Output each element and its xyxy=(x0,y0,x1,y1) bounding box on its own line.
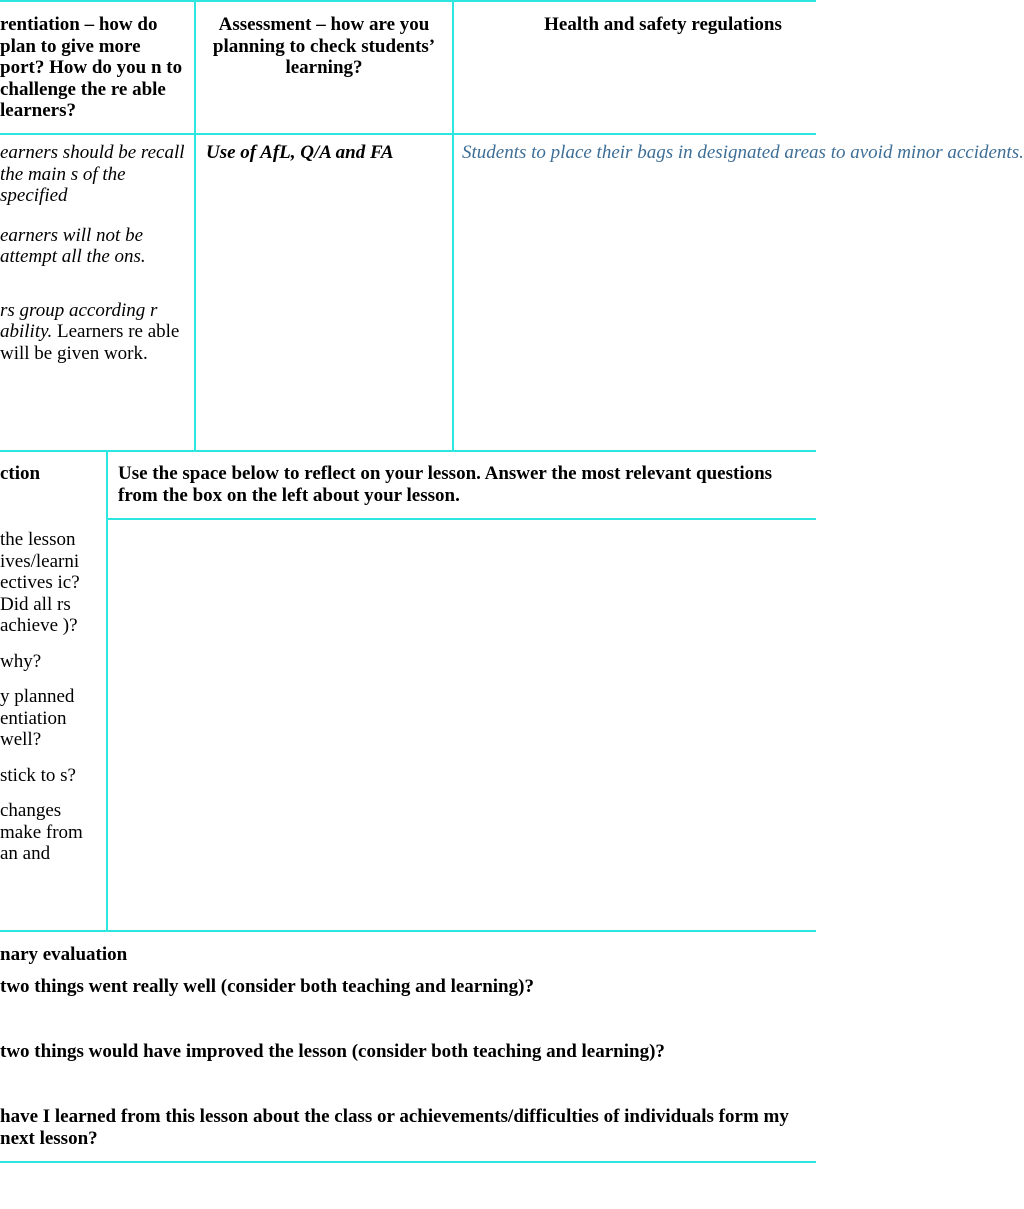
differentiation-cell xyxy=(0,142,186,364)
reflection-writing-area[interactable] xyxy=(108,520,816,930)
differentiation-paragraph-2: earners will not be attempt all the ons. xyxy=(0,224,146,267)
summary-question-2: two things would have improved the lesson (consider both teaching and learning)? xyxy=(0,1041,665,1062)
summary-question-1: two things went really well (consider both teaching and learning)? xyxy=(0,976,534,997)
health-safety-header: Health and safety regulations xyxy=(544,14,782,35)
differentiation-paragraph-3 xyxy=(0,300,186,365)
summary-evaluation-title: nary evaluation xyxy=(0,944,128,965)
differentiation-paragraph-1: earners should be recall the main s of the specified xyxy=(0,142,185,206)
reflection-question-3: y planned entiation well? xyxy=(0,686,75,750)
table-bottom-border xyxy=(0,1161,816,1163)
differentiation-header: rentiation – how do plan to give more port? How do you n to challenge the re able learners? xyxy=(0,14,183,121)
reflection-instructions: Use the space below to reflect on your lesson. Answer the most relevant questions from the box on the left about your lesson. xyxy=(118,463,773,506)
column-divider-1 xyxy=(194,0,196,452)
table-top-border xyxy=(0,0,816,2)
group-ability-text: rs group according r ability. xyxy=(0,299,158,342)
summary-top-border xyxy=(0,930,816,932)
assessment-header: Assessment – how are you planning to check students’ learning? xyxy=(212,14,436,78)
reflection-question-2: why? xyxy=(0,650,42,672)
reflection-question-4: stick to s? xyxy=(0,764,76,786)
summary-question-3: have I learned from this lesson about the class or achievements/difficulties of individuals form my next lesson? xyxy=(0,1106,789,1149)
header-row-divider xyxy=(0,133,816,135)
column-divider-2 xyxy=(452,0,454,452)
section-divider xyxy=(0,450,816,452)
reflection-question-5: changes make from an and xyxy=(0,800,83,864)
health-safety-cell: Students to place their bags in designated areas to avoid minor accidents. xyxy=(462,142,1024,163)
reflection-label: ction xyxy=(0,463,41,484)
reflection-questions xyxy=(0,529,100,865)
reflection-question-1: the lesson ives/learni ectives ic? Did all rs achieve )? xyxy=(0,529,80,636)
assessment-cell: Use of AfL, Q/A and FA xyxy=(206,142,394,163)
able-learners-text: Learners re able will be given work. xyxy=(0,321,180,364)
